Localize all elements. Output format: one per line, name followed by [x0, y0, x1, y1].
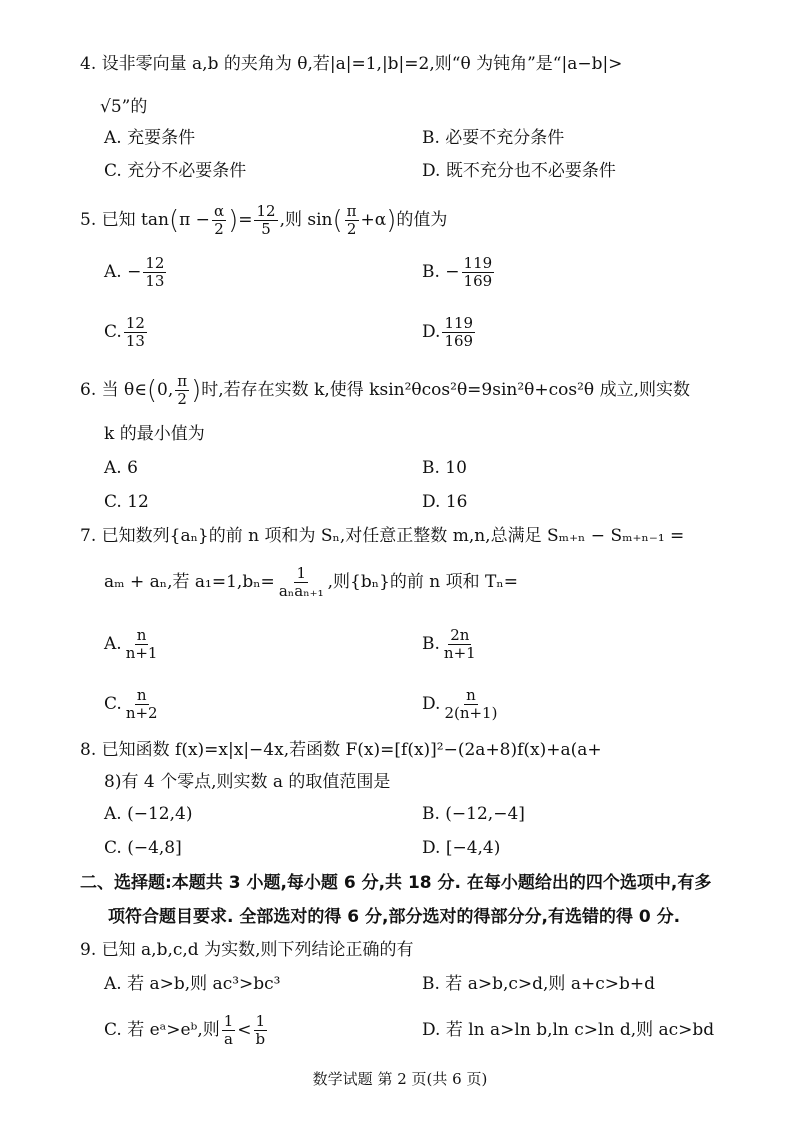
q7-stem-line2: aₘ + aₙ,若 a₁=1,bₙ= $\frac{1}{\text{aₙaₙ₊₁}}$ ,则{bₙ}的前 n 项和 Tₙ= [104, 564, 518, 600]
fraction: $\frac{\alpha}{2}$ [213, 202, 225, 238]
section-heading-line2: 项符合题目要求. 全部选对的得 6 分,部分选对的得部分分,有选错的得 0 分. [108, 907, 681, 927]
q5-stem: 5. 已知 tan(π − $\frac{\alpha}{2}$ )= $\frac{12}{5}$ ,则 sin( $\frac{\pi}{2}$ +α)的值为 [80, 202, 448, 238]
q9-stem: 9. 已知 a,b,c,d 为实数,则下列结论正确的有 [80, 940, 414, 960]
q5-option-d: D. $\frac{119}{169}$ [422, 314, 474, 350]
q4-option-d: D. 既不充分也不必要条件 [422, 161, 616, 181]
q4-option-c: C. 充分不必要条件 [104, 161, 247, 181]
q6-option-a: A. 6 [104, 458, 138, 478]
q9-option-a: A. 若 a>b,则 ac³>bc³ [104, 974, 281, 994]
page-footer: 数学试题 第 2 页(共 6 页) [312, 1070, 488, 1088]
fraction: $\frac{1}{\text{aₙaₙ₊₁}}$ [278, 564, 324, 600]
fraction: $\frac{\pi}{2}$ [177, 372, 188, 408]
q9-option-c: C. 若 eᵃ>eᵇ,则 $\frac{1}{a}$ < $\frac{1}{b}$ [104, 1012, 266, 1048]
fraction: $\frac{12}{5}$ [256, 202, 276, 238]
q8-option-c: C. (−4,8] [104, 838, 182, 858]
q7-option-c: C. $\frac{n}{n+2}$ [104, 686, 158, 722]
fraction: $\frac{\pi}{2}$ [346, 202, 357, 238]
q5-option-b: B. − $\frac{119}{169}$ [422, 254, 493, 290]
q4-stem-line1: 4. 设非零向量 a,b 的夹角为 θ,若|a|=1,|b|=2,则“θ 为钝角”是“|a−b|> [80, 54, 623, 74]
q6-stem-line1: 6. 当 θ∈(0, $\frac{\pi}{2}$ )时,若存在实数 k,使得 ksin²θcos²θ=9sin²θ+cos²θ 成立,则实数 [80, 372, 690, 408]
section-heading-line1: 二、选择题:本题共 3 小题,每小题 6 分,共 18 分. 在每小题给出的四个选项中,有多 [80, 873, 712, 893]
q7-option-b: B. $\frac{2n}{n+1}$ [422, 626, 476, 662]
q7-option-d: D. $\frac{n}{2(n+1)}$ [422, 686, 498, 722]
q6-option-b: B. 10 [422, 458, 467, 478]
q8-stem-line1: 8. 已知函数 f(x)=x|x|−4x,若函数 F(x)=[f(x)]²−(2a+8)f(x)+a(a+ [80, 740, 602, 760]
q8-stem-line2: 8)有 4 个零点,则实数 a 的取值范围是 [104, 772, 391, 792]
q8-option-a: A. (−12,4) [104, 804, 193, 824]
q9-option-d: D. 若 ln a>ln b,ln c>ln d,则 ac>bd [422, 1020, 715, 1040]
q4-option-b: B. 必要不充分条件 [422, 128, 565, 148]
q7-option-a: A. $\frac{n}{n+1}$ [104, 626, 158, 662]
q6-stem-line2: k 的最小值为 [104, 424, 205, 444]
q8-option-b: B. (−12,−4] [422, 804, 525, 824]
q6-option-c: C. 12 [104, 492, 149, 512]
q4-option-a: A. 充要条件 [104, 128, 196, 148]
q6-option-d: D. 16 [422, 492, 468, 512]
q4-stem-line2: √5”的 [100, 97, 148, 117]
q7-stem-line1: 7. 已知数列{aₙ}的前 n 项和为 Sₙ,对任意正整数 m,n,总满足 Sₘ₊ₙ − Sₘ₊ₙ₋₁ = [80, 526, 685, 546]
q5-option-c: C. $\frac{12}{13}$ [104, 314, 145, 350]
q9-option-b: B. 若 a>b,c>d,则 a+c>b+d [422, 974, 655, 994]
q5-option-a: A. − $\frac{12}{13}$ [104, 254, 165, 290]
q8-option-d: D. [−4,4) [422, 838, 501, 858]
